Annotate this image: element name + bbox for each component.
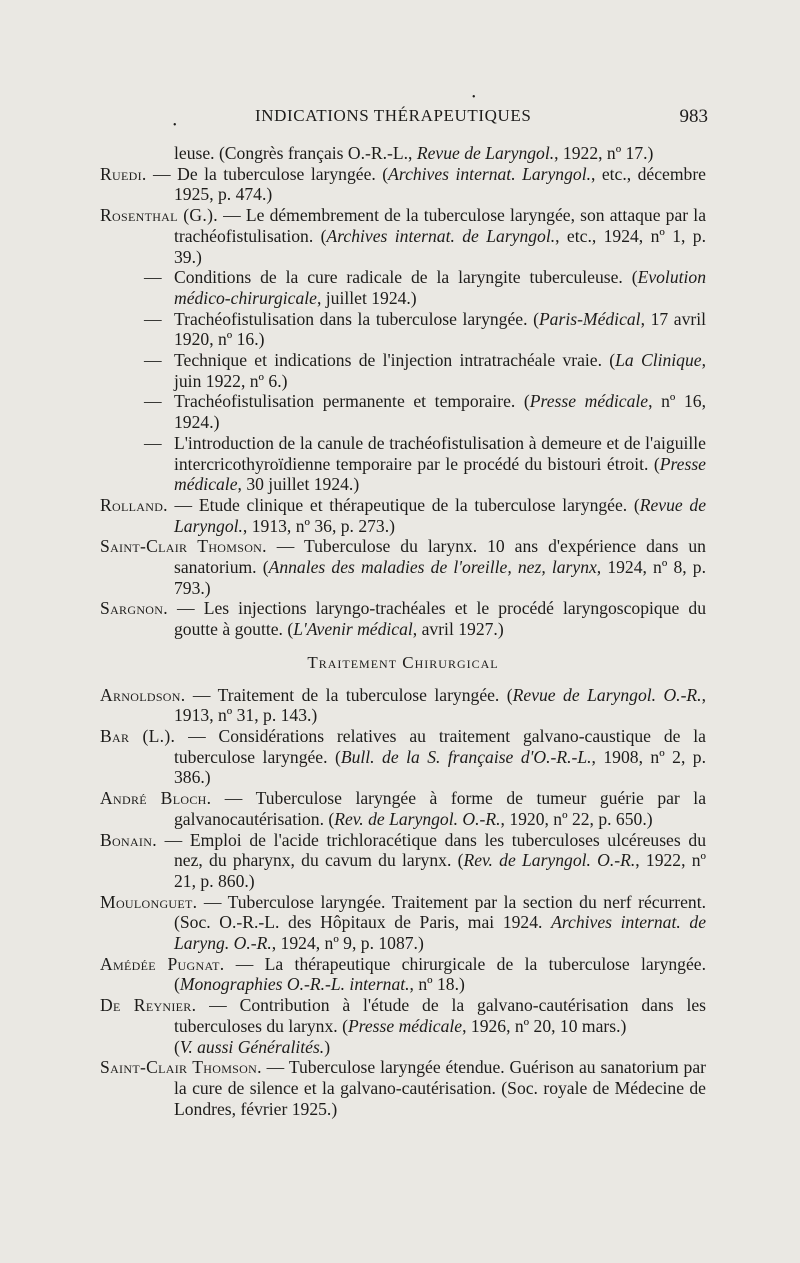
entry-details: , nº 18.) bbox=[409, 974, 465, 995]
print-mark-dot: • bbox=[173, 120, 177, 131]
entry-details: , 1908, nº 2, p. 386.) bbox=[174, 746, 706, 788]
bibliography-entry bbox=[100, 995, 706, 1036]
bibliography-body bbox=[100, 143, 706, 1119]
bibliography-list-surgical bbox=[100, 685, 706, 1120]
entry-source: Archives internat. Laryngol. bbox=[388, 163, 591, 184]
entry-text: Trachéofistulisation permanente et temporaire. ( bbox=[174, 391, 530, 412]
entry-source: Presse médicale bbox=[529, 391, 649, 412]
entry-text: — Le démembrement de la tuberculose laryngée, son attaque par la trachéofistulisation. ( bbox=[174, 205, 706, 246]
entry-details: , 1924, nº 8, p. 793.) bbox=[174, 557, 706, 598]
entry-author: Sargnon. bbox=[100, 598, 168, 619]
entry-author: Rolland. bbox=[100, 494, 168, 515]
entry-details: ) bbox=[324, 1036, 331, 1057]
entry-text: — Tuberculose laryngée à forme de tumeur guérie par la galvanocautérisation. ( bbox=[174, 788, 707, 829]
entry-author: Ruedi. bbox=[100, 163, 147, 184]
entry-source: Archives internat. de Laryngol. bbox=[326, 225, 556, 246]
entry-details: , 1926, nº 20, 10 mars.) bbox=[462, 1015, 627, 1036]
entry-text: leuse. (Congrès français O.-R.-L., bbox=[174, 143, 417, 163]
entry-source: Evolution médico-chirurgicale bbox=[174, 267, 706, 308]
entry-text: — Considérations relatives au traitement galvano-caustique de la tuberculose laryngée. ( bbox=[174, 725, 706, 767]
bibliography-entry-continued bbox=[100, 143, 706, 164]
entry-source: Archives internat. de Laryng. O.-R. bbox=[174, 912, 706, 954]
entry-details: , avril 1927.) bbox=[412, 619, 504, 640]
entry-source: Monographies O.-R.-L. internat. bbox=[179, 974, 410, 995]
entry-text: — Traitement de la tuberculose laryngée. ( bbox=[185, 684, 513, 705]
entry-text: Trachéofistulisation dans la tuberculose laryngée. ( bbox=[174, 308, 539, 329]
bibliography-entry bbox=[100, 205, 706, 267]
bibliography-entry bbox=[100, 350, 706, 391]
bibliography-entry bbox=[100, 309, 706, 350]
bibliography-entry bbox=[100, 830, 706, 892]
entry-source: Revue de Laryngol. bbox=[174, 494, 707, 536]
entry-details: , juillet 1924.) bbox=[316, 287, 417, 308]
bibliography-entry bbox=[100, 954, 706, 995]
entry-source: Rev. de Laryngol. O.-R. bbox=[334, 808, 501, 829]
bibliography-entry bbox=[100, 536, 706, 598]
entry-text: — Tuberculose laryngée. Traitement par la section du nerf récurrent. (Soc. O.-R.-L. des Hôpitaux de Paris, mai 1924. bbox=[174, 891, 706, 933]
entry-source: L'Avenir médical bbox=[293, 619, 413, 640]
entry-source: Presse médicale bbox=[174, 453, 706, 495]
entry-author: Arnoldson. bbox=[100, 684, 186, 705]
entry-text: — Les injections laryngo-trachéales et le procédé laryngoscopique du goutte à goutte. ( bbox=[167, 598, 706, 640]
bibliography-list-medical bbox=[100, 143, 706, 640]
entry-author: Saint-Clair Thomson. bbox=[100, 536, 267, 557]
entry-details: , 1924, nº 9, p. 1087.) bbox=[271, 933, 424, 954]
entry-source: La Clinique bbox=[615, 350, 702, 371]
entry-details: , 1922, nº 21, p. 860.) bbox=[174, 850, 706, 891]
entry-text: — Emploi de l'acide trichloracétique dans les tuberculoses ulcéreuses du nez, du pharynx, du cavum du larynx. ( bbox=[156, 829, 706, 871]
entry-author: André Bloch. bbox=[100, 788, 212, 809]
entry-source: Bull. de la S. française d'O.-R.-L. bbox=[340, 746, 592, 767]
entry-details: , nº 16, 1924.) bbox=[174, 391, 706, 433]
repeat-author-dash: — bbox=[144, 432, 162, 453]
entry-details: , 1913, nº 31, p. 143.) bbox=[174, 684, 706, 726]
entry-source: Paris-Médical bbox=[538, 308, 641, 329]
entry-text: — Etude clinique et thérapeutique de la tuberculose laryngée. ( bbox=[167, 494, 640, 515]
entry-author: Bonain. bbox=[100, 829, 157, 850]
bibliography-entry bbox=[100, 685, 706, 726]
entry-source: Revue de Laryngol. bbox=[416, 143, 555, 163]
bibliography-entry bbox=[100, 433, 706, 495]
entry-text: Conditions de la cure radicale de la laryngite tuberculeuse. ( bbox=[174, 267, 638, 288]
entry-details: , 1922, nº 17.) bbox=[554, 143, 654, 163]
repeat-author-dash: — bbox=[144, 267, 162, 288]
entry-author: Rosenthal (G.). bbox=[100, 205, 218, 226]
entry-source: Annales des maladies de l'oreille, nez, larynx bbox=[268, 557, 597, 578]
bibliography-entry bbox=[100, 495, 706, 536]
entry-source: Revue de Laryngol. O.-R. bbox=[512, 684, 702, 705]
bibliography-entry bbox=[100, 391, 706, 432]
print-mark: • bbox=[472, 92, 477, 103]
entry-details: , 30 juillet 1924.) bbox=[237, 474, 360, 495]
entry-source: V. aussi Généralités. bbox=[179, 1036, 325, 1057]
repeat-author-dash: — bbox=[144, 391, 162, 412]
entry-source: Presse médicale bbox=[347, 1015, 463, 1036]
bibliography-entry bbox=[100, 788, 706, 829]
entry-details: , etc., 1924, nº 1, p. 39.) bbox=[174, 225, 706, 267]
entry-text: — La thérapeutique chirurgicale de la tuberculose laryngée. ( bbox=[174, 953, 706, 995]
entry-author: De Reynier. bbox=[100, 995, 197, 1016]
entry-author: Amédée Pugnat. bbox=[100, 953, 225, 974]
entry-author: Bar (L.). bbox=[100, 725, 176, 746]
entry-author: Saint-Clair Thomson. bbox=[100, 1057, 262, 1078]
entry-text: — Tuberculose du larynx. 10 ans d'expérience dans un sanatorium. ( bbox=[174, 536, 706, 578]
bibliography-entry bbox=[100, 1057, 706, 1119]
bibliography-entry bbox=[100, 267, 706, 308]
entry-source: Rev. de Laryngol. O.-R. bbox=[463, 850, 636, 871]
bibliography-entry bbox=[100, 726, 706, 788]
entry-details: , 1920, nº 22, p. 650.) bbox=[500, 808, 653, 829]
entry-details: , 17 avril 1920, nº 16.) bbox=[174, 308, 707, 350]
bibliography-entry bbox=[100, 892, 706, 954]
entry-text: ( bbox=[174, 1036, 180, 1057]
bibliography-entry bbox=[100, 598, 706, 639]
entry-details: , etc., décembre 1925, p. 474.) bbox=[174, 163, 706, 205]
entry-author: Moulonguet. bbox=[100, 891, 198, 912]
bibliography-entry bbox=[100, 164, 706, 205]
entry-details: , juin 1922, nº 6.) bbox=[174, 350, 706, 391]
repeat-author-dash: — bbox=[144, 350, 162, 371]
entry-text: Technique et indications de l'injection intratrachéale vraie. ( bbox=[174, 350, 616, 371]
repeat-author-dash: — bbox=[144, 308, 162, 329]
page-number: 983 bbox=[679, 106, 708, 127]
entry-details: , 1913, nº 36, p. 273.) bbox=[242, 515, 395, 536]
entry-text: L'introduction de la canule de trachéofistulisation à demeure et de l'aiguille intercricothyroïdienne temporaire par le procédé du bistouri étroit. ( bbox=[174, 432, 706, 474]
entry-text: — Contribution à l'étude de la galvano-cautérisation dans les tuberculoses du larynx. ( bbox=[174, 995, 706, 1036]
cross-reference-note bbox=[100, 1037, 706, 1058]
entry-text: — Tuberculose laryngée étendue. Guérison au sanatorium par la cure de silence et la galvano-cautérisation. (Soc. royale de Médecine de Londres, février 1925.) bbox=[174, 1057, 706, 1119]
entry-text: — De la tuberculose laryngée. ( bbox=[146, 163, 389, 184]
section-heading: Traitement Chirurgical bbox=[307, 652, 499, 672]
running-title: INDICATIONS THÉRAPEUTIQUES bbox=[255, 106, 532, 125]
